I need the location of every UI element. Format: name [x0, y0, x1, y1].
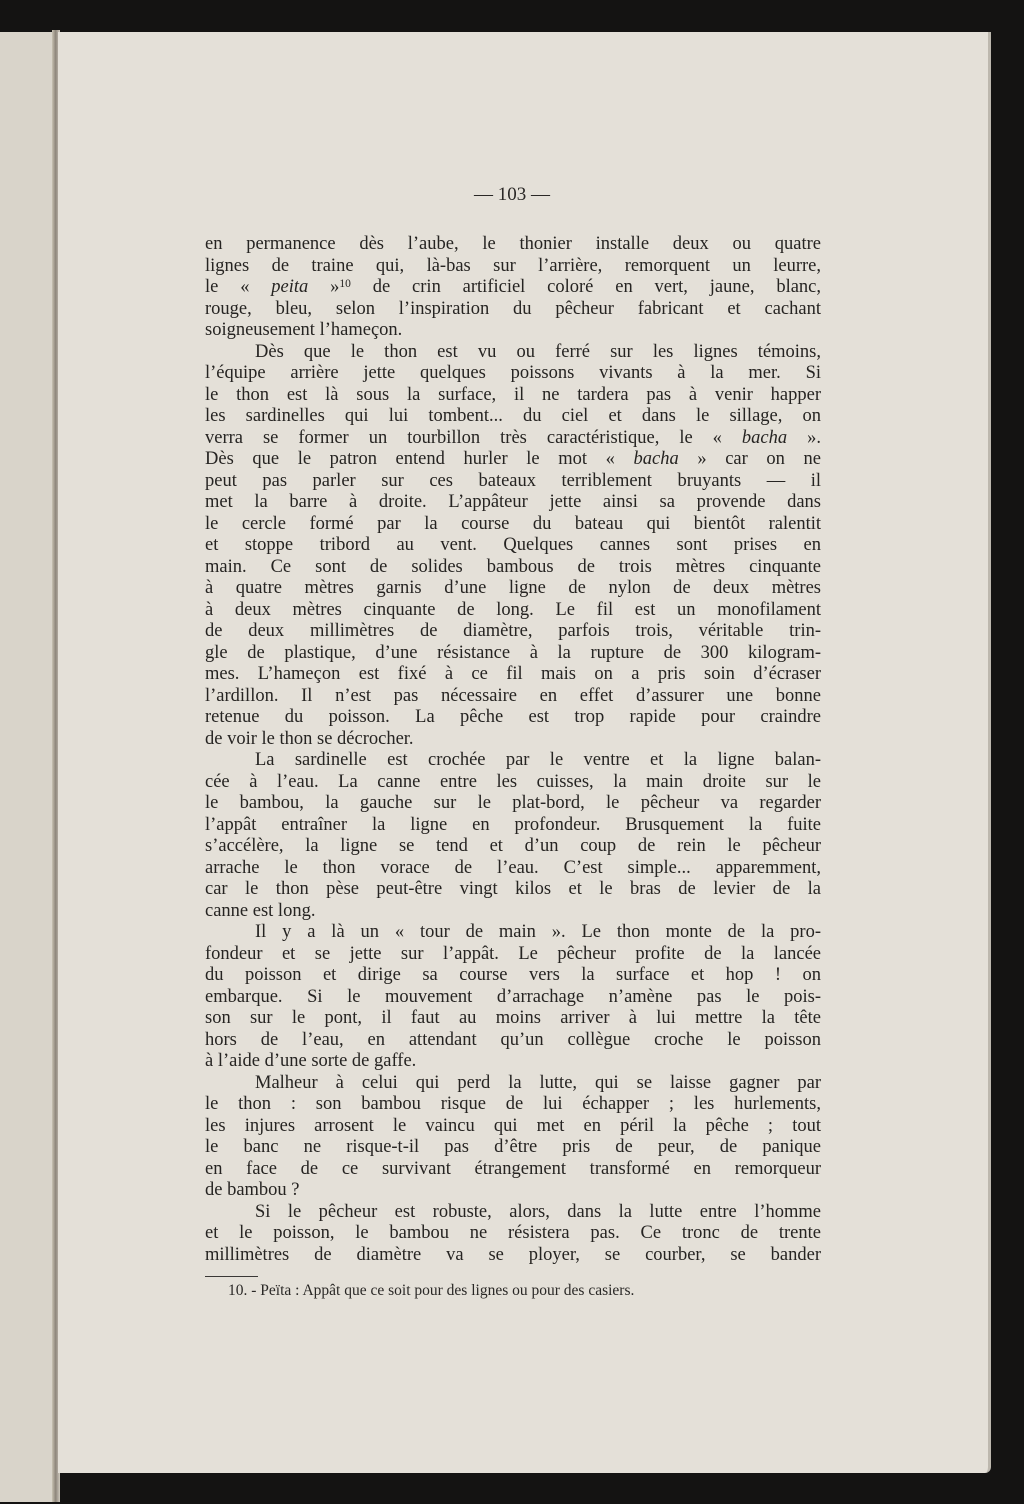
text-run: du poisson et dirige sa course vers la surface et hop ! on	[205, 965, 821, 985]
paragraph	[205, 234, 821, 342]
text-run: l’équipe arrière jette quelques poissons vivants à la mer. Si	[205, 363, 821, 383]
text-line	[205, 277, 821, 299]
text-run: à deux mètres cinquante de long. Le fil est un monofilament	[205, 599, 821, 620]
text-line	[205, 578, 821, 600]
italic-term: bacha	[741, 427, 788, 448]
text-run: millimètres de diamètre va se ployer, se courber, se bander	[205, 1244, 821, 1265]
text-run: son sur le pont, il faut au moins arriver à lui mettre la tête	[205, 1008, 821, 1028]
text-run: les injures arrosent le vaincu qui met en péril la pêche ; tout	[205, 1115, 821, 1136]
text-line	[205, 557, 821, 579]
text-line	[205, 621, 821, 643]
text-run: le thon : son bambou risque de lui échapper ; les hurlements,	[205, 1094, 821, 1114]
text-line	[205, 1073, 821, 1095]
text-run: embarque. Si le mouvement d’arrachage n’amène pas le pois-	[205, 986, 821, 1007]
text-line	[205, 428, 821, 450]
text-run: Malheur à celui qui perd la lutte, qui se laisse gagner par	[255, 1072, 821, 1093]
text-line	[205, 385, 821, 407]
text-line	[205, 772, 821, 794]
text-line	[205, 1094, 821, 1116]
text-line	[205, 1030, 821, 1052]
text-run: arrache le thon vorace de l’eau. C’est simple... apparemment,	[205, 857, 821, 878]
text-run: et stoppe tribord au vent. Quelques cannes sont prises en	[205, 535, 821, 555]
text-run: Il y a là un « tour de main ». Le thon monte de la pro-	[255, 922, 821, 942]
text-run: verra se former un tourbillon très caractéristique, le «	[205, 427, 742, 448]
text-run: met la barre à droite. L’appâteur jette ainsi sa provende dans	[205, 492, 821, 512]
text-line	[205, 535, 821, 557]
text-run: et le poisson, le bambou ne résistera pas. Ce tronc de trente	[205, 1223, 821, 1243]
text-line	[205, 514, 821, 536]
text-run: le «	[205, 277, 272, 297]
text-run: le banc ne risque-t-il pas d’être pris de peur, de panique	[205, 1137, 821, 1157]
text-line	[205, 363, 821, 385]
paragraph	[205, 750, 821, 922]
text-run: Dès que le thon est vu ou ferré sur les lignes témoins,	[255, 341, 821, 362]
text-run: lignes de traine qui, là-bas sur l’arrière, remorquent un leurre,	[205, 255, 821, 276]
text-line	[205, 406, 821, 428]
text-run: soigneusement l’hameçon.	[205, 320, 403, 340]
text-line	[205, 664, 821, 686]
text-run: en permanence dès l’aube, le thonier installe deux ou quatre	[205, 234, 821, 254]
text-line	[205, 471, 821, 493]
page-number: — 103 —	[474, 184, 550, 205]
text-line	[205, 686, 821, 708]
text-run: de voir le thon se décrocher.	[205, 728, 414, 749]
text-run: à l’aide d’une sorte de gaffe.	[205, 1051, 417, 1071]
text-line	[205, 901, 821, 923]
text-run: mes. L’hameçon est fixé à ce fil mais on a pris soin d’écraser	[205, 664, 821, 684]
text-line	[205, 965, 821, 987]
text-line	[205, 1202, 821, 1224]
text-line	[205, 320, 821, 342]
text-run: de bambou ?	[205, 1180, 300, 1200]
text-line	[205, 987, 821, 1009]
text-line	[205, 793, 821, 815]
text-run: car le thon pèse peut-être vingt kilos et le bras de levier de la	[205, 879, 821, 899]
footnote-separator	[205, 1276, 258, 1277]
text-run: canne est long.	[205, 900, 316, 921]
text-line	[205, 600, 821, 622]
text-line	[205, 815, 821, 837]
text-line	[205, 643, 821, 665]
text-line	[205, 1008, 821, 1030]
text-line	[205, 256, 821, 278]
text-line	[205, 944, 821, 966]
text-run: fondeur et se jette sur l’appât. Le pêcheur profite de la lancée	[205, 943, 821, 964]
text-run: le cercle formé par la course du bateau qui bientôt ralentit	[205, 513, 821, 534]
footnote: 10. - Peïta : Appât que ce soit pour des lignes ou pour des casiers.	[228, 1282, 635, 1299]
text-run: La sardinelle est crochée par le ventre et la ligne balan-	[255, 750, 821, 770]
text-line	[205, 1051, 821, 1073]
text-line	[205, 234, 821, 256]
text-line	[205, 836, 821, 858]
text-run: peut pas parler sur ces bateaux terriblement bruyants — il	[205, 470, 821, 491]
text-run: le bambou, la gauche sur le plat-bord, le pêcheur va regarder	[205, 793, 821, 813]
text-line	[205, 342, 821, 364]
paragraph	[205, 1202, 821, 1267]
text-run: de crin artificiel coloré en vert, jaune, blanc,	[350, 277, 822, 297]
text-run: retenue du poisson. La pêche est trop rapide pour craindre	[205, 707, 821, 727]
text-run: s’accélère, la ligne se tend et d’un coup de rein le pêcheur	[205, 836, 821, 856]
paragraph	[205, 1073, 821, 1202]
text-run: à quatre mètres garnis d’une ligne de nylon de deux mètres	[205, 578, 821, 598]
paragraph	[205, 922, 821, 1073]
text-line	[205, 858, 821, 880]
text-run: de deux millimètres de diamètre, parfois trois, véritable trin-	[205, 621, 821, 641]
text-line	[205, 299, 821, 321]
text-line	[205, 1137, 821, 1159]
footnote-reference: 10	[339, 278, 351, 290]
text-line	[205, 707, 821, 729]
paragraph	[205, 342, 821, 751]
text-line	[205, 1159, 821, 1181]
italic-term: peita	[271, 277, 309, 297]
text-run: »	[308, 277, 340, 297]
text-run: l’ardillon. Il n’est pas nécessaire en effet d’assurer une bonne	[205, 685, 821, 706]
text-run: cée à l’eau. La canne entre les cuisses, la main droite sur le	[205, 771, 821, 792]
text-run: Dès que le patron entend hurler le mot «	[205, 449, 634, 469]
text-line	[205, 492, 821, 514]
text-run: rouge, bleu, selon l’inspiration du pêcheur fabricant et cachant	[205, 298, 821, 319]
facing-page-edge	[0, 32, 56, 1502]
text-line	[205, 729, 821, 751]
text-line	[205, 1116, 821, 1138]
text-run: en face de ce survivant étrangement transformé en remorqueur	[205, 1158, 821, 1179]
text-line	[205, 750, 821, 772]
text-line	[205, 1180, 821, 1202]
text-line	[205, 922, 821, 944]
text-run: gle de plastique, d’une résistance à la rupture de 300 kilogram-	[205, 642, 821, 663]
text-run: » car on ne	[678, 449, 821, 469]
text-run: hors de l’eau, en attendant qu’un collègue croche le poisson	[205, 1029, 821, 1050]
text-line	[205, 879, 821, 901]
text-run: main. Ce sont de solides bambous de trois mètres cinquante	[205, 556, 821, 577]
text-run: le thon est là sous la surface, il ne tardera pas à venir happer	[205, 384, 821, 405]
italic-term: bacha	[633, 449, 679, 469]
body-text	[205, 234, 821, 1266]
text-run: les sardinelles qui lui tombent... du ciel et dans le sillage, on	[205, 406, 821, 426]
text-run: Si le pêcheur est robuste, alors, dans la lutte entre l’homme	[255, 1201, 821, 1222]
text-line	[205, 1245, 821, 1267]
text-run: ».	[787, 427, 822, 448]
text-line	[205, 1223, 821, 1245]
text-run: l’appât entraîner la ligne en profondeur. Brusquement la fuite	[205, 814, 821, 835]
text-line	[205, 449, 821, 471]
